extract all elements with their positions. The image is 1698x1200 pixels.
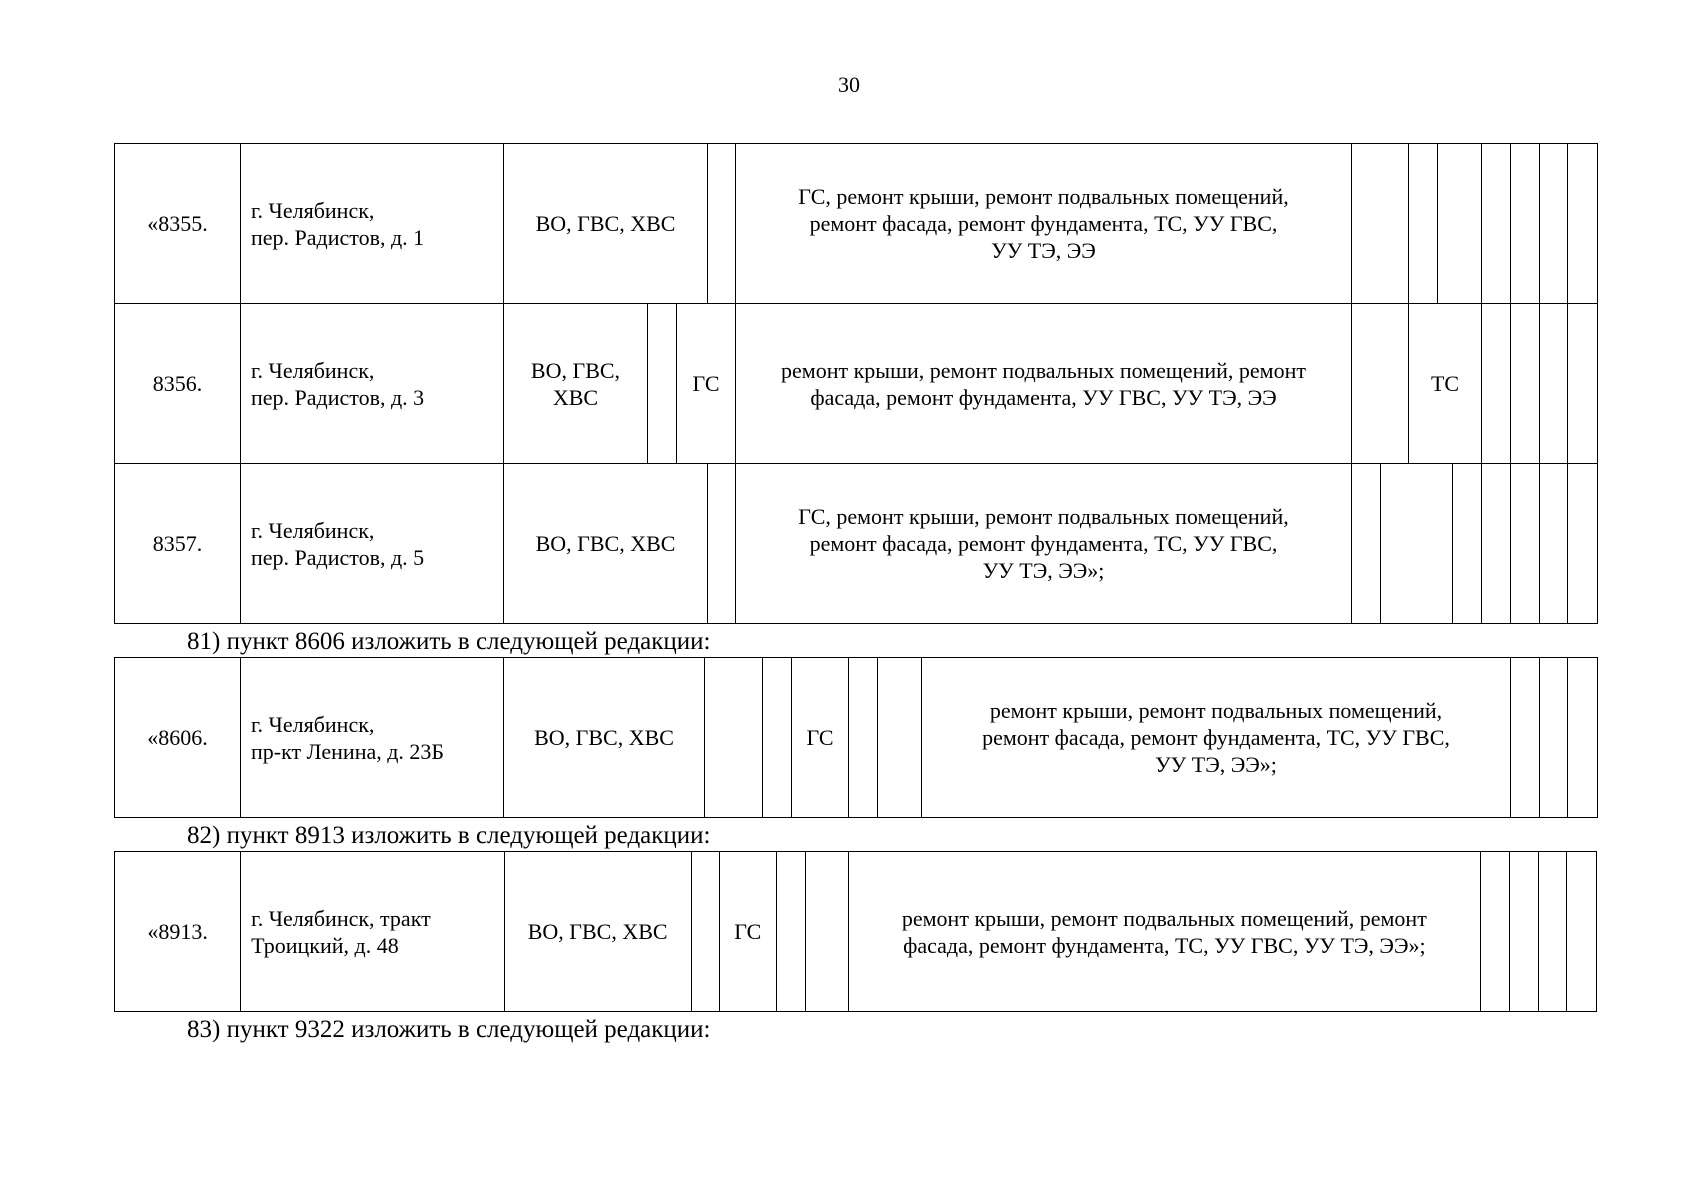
schedule-cell xyxy=(1482,464,1511,624)
empty-cell xyxy=(708,144,736,304)
table-block-8357 xyxy=(114,463,1598,624)
item-number: 8357. xyxy=(115,464,241,624)
empty-cell xyxy=(849,658,878,818)
schedule-cell xyxy=(1511,304,1540,464)
schedule-cell xyxy=(1568,464,1598,624)
schedule-cell xyxy=(1438,144,1482,304)
item-number: 8356. xyxy=(115,304,241,464)
paragraph-81: 81) пункт 8606 изложить в следующей редакции: xyxy=(187,628,711,655)
empty-cell xyxy=(805,852,848,1012)
systems-cell: ВО, ГВС, ХВС xyxy=(504,658,705,818)
gs-cell: ГС xyxy=(719,852,776,1012)
address-cell: г. Челябинск, пер. Радистов, д. 1 xyxy=(241,144,504,304)
schedule-cell xyxy=(1566,852,1596,1012)
works-cell: ремонт крыши, ремонт подвальных помещений, ремонт фасада, ремонт фундамента, ТС, УУ ГВС, УУ ТЭ, ЭЭ»; xyxy=(922,658,1511,818)
schedule-cell xyxy=(1381,464,1453,624)
works-cell: ГС, ремонт крыши, ремонт подвальных помещений, ремонт фасада, ремонт фундамента, ТС, УУ ГВС, УУ ТЭ, ЭЭ xyxy=(736,144,1352,304)
table-row xyxy=(115,852,1597,1012)
table-block-8355 xyxy=(114,143,1598,304)
table-block-8356 xyxy=(114,303,1598,464)
schedule-cell xyxy=(1568,304,1598,464)
empty-cell xyxy=(878,658,922,818)
table-row xyxy=(115,464,1598,624)
schedule-cell xyxy=(1511,144,1540,304)
schedule-cell xyxy=(1568,144,1598,304)
paragraph-83: 83) пункт 9322 изложить в следующей редакции: xyxy=(187,1016,711,1043)
systems-cell: ВО, ГВС, ХВС xyxy=(504,852,691,1012)
table-row xyxy=(115,658,1598,818)
gs-cell: ГС xyxy=(677,304,736,464)
empty-cell xyxy=(691,852,719,1012)
table-row xyxy=(115,304,1598,464)
item-number: «8913. xyxy=(115,852,241,1012)
schedule-cell xyxy=(1538,852,1566,1012)
item-number: «8606. xyxy=(115,658,241,818)
works-cell: ГС, ремонт крыши, ремонт подвальных помещений, ремонт фасада, ремонт фундамента, ТС, УУ ГВС, УУ ТЭ, ЭЭ»; xyxy=(736,464,1352,624)
empty-cell xyxy=(763,658,792,818)
schedule-cell xyxy=(1540,144,1568,304)
schedule-cell xyxy=(1480,852,1509,1012)
systems-cell: ВО, ГВС, ХВС xyxy=(504,304,648,464)
schedule-cell xyxy=(1352,144,1409,304)
address-cell: г. Челябинск, пер. Радистов, д. 5 xyxy=(241,464,504,624)
schedule-cell xyxy=(1511,464,1540,624)
works-cell: ремонт крыши, ремонт подвальных помещений, ремонт фасада, ремонт фундамента, УУ ГВС, УУ ТЭ, ЭЭ xyxy=(736,304,1352,464)
schedule-cell xyxy=(1540,658,1568,818)
works-cell: ремонт крыши, ремонт подвальных помещений, ремонт фасада, ремонт фундамента, ТС, УУ ГВС, УУ ТЭ, ЭЭ»; xyxy=(848,852,1480,1012)
schedule-cell xyxy=(1540,304,1568,464)
schedule-cell xyxy=(1509,852,1538,1012)
address-cell: г. Челябинск, тракт Троицкий, д. 48 xyxy=(241,852,504,1012)
table-block-8913 xyxy=(114,851,1597,1012)
empty-cell xyxy=(648,304,677,464)
empty-cell xyxy=(776,852,805,1012)
schedule-cell xyxy=(1482,144,1511,304)
empty-cell xyxy=(708,464,736,624)
empty-cell xyxy=(705,658,763,818)
schedule-cell xyxy=(1352,304,1409,464)
table-row xyxy=(115,144,1598,304)
paragraph-82: 82) пункт 8913 изложить в следующей редакции: xyxy=(187,822,711,849)
address-cell: г. Челябинск, пр-кт Ленина, д. 23Б xyxy=(241,658,504,818)
ts-cell: ТС xyxy=(1409,304,1482,464)
schedule-cell xyxy=(1511,658,1540,818)
address-cell: г. Челябинск, пер. Радистов, д. 3 xyxy=(241,304,504,464)
schedule-cell xyxy=(1453,464,1482,624)
gs-cell: ГС xyxy=(792,658,849,818)
systems-cell: ВО, ГВС, ХВС xyxy=(504,144,708,304)
schedule-cell xyxy=(1409,144,1438,304)
schedule-cell xyxy=(1540,464,1568,624)
item-number: «8355. xyxy=(115,144,241,304)
schedule-cell xyxy=(1568,658,1598,818)
schedule-cell xyxy=(1482,304,1511,464)
table-block-8606 xyxy=(114,657,1598,818)
page-number: 30 xyxy=(838,72,860,97)
systems-cell: ВО, ГВС, ХВС xyxy=(504,464,708,624)
schedule-cell xyxy=(1352,464,1381,624)
